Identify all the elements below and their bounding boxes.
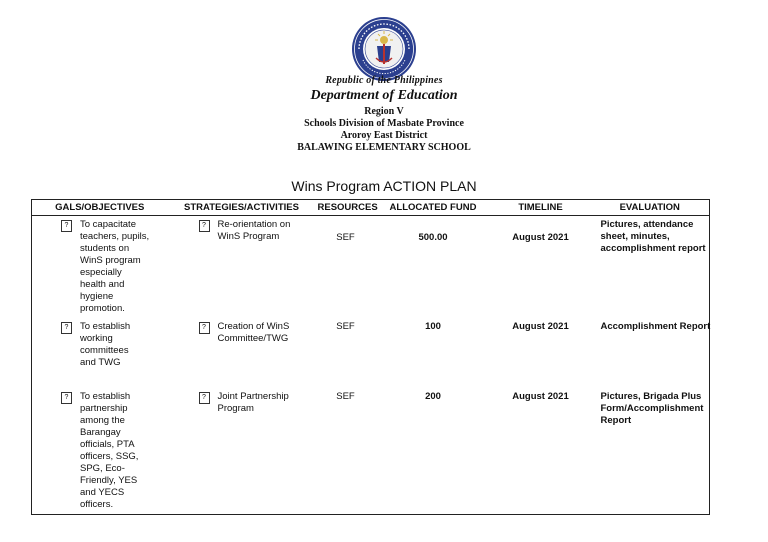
table-row: [32, 388, 710, 515]
strategy-cell: [168, 318, 316, 388]
timeline-cell: August 2021: [512, 232, 569, 243]
column-header: ALLOCATED FUND: [376, 200, 491, 216]
fund-cell: 500.00: [418, 232, 448, 243]
objective-cell: [32, 318, 168, 388]
column-header: RESOURCES: [316, 200, 376, 216]
table-header-row: [32, 200, 710, 216]
department-text: Department of Education: [310, 88, 458, 103]
republic-text: Republic of the Philippines: [325, 75, 443, 86]
strategy-text: Joint Partnership Program: [217, 391, 289, 414]
division-text: Schools Division of Masbate Province: [304, 118, 464, 129]
column-header: TIMELINE: [491, 200, 591, 216]
deped-seal-logo: [351, 16, 417, 82]
fund-cell: 100: [425, 321, 441, 332]
checkbox-bullet-icon: ?: [61, 322, 72, 334]
district-text: Aroroy East District: [340, 130, 428, 141]
table-row: [32, 318, 710, 388]
action-plan-table: [31, 199, 710, 515]
region-text: Region V: [364, 106, 404, 117]
school-name: BALAWING ELEMENTARY SCHOOL: [297, 142, 471, 153]
objective-cell: [32, 388, 168, 515]
document-title: Wins Program ACTION PLAN: [291, 178, 477, 194]
checkbox-bullet-icon: ?: [199, 392, 210, 404]
table-row: [32, 216, 710, 319]
strategy-text: Re-orientation on WinS Program: [217, 219, 291, 242]
resources-cell: SEF: [336, 321, 355, 332]
strategy-cell: [168, 216, 316, 319]
evaluation-cell: Pictures, Brigada Plus Form/Accomplishment Report: [600, 391, 704, 426]
objective-text: To establish partnership among the Barangay officials, PTA officers, SSG, SPG, Eco-Friendly, YES and YECS officers.: [80, 391, 139, 510]
strategy-text: Creation of WinS Committee/TWG: [217, 321, 290, 344]
fund-cell: 200: [425, 391, 441, 402]
checkbox-bullet-icon: ?: [199, 220, 210, 232]
objective-text: To establish working committees and TWG: [80, 321, 131, 368]
column-header: STRATEGIES/ACTIVITIES: [168, 200, 316, 216]
column-header: EVALUATION: [591, 200, 710, 216]
objective-text: To capacitate teachers, pupils, students on WinS program especially health and hygiene promotion.: [80, 219, 150, 314]
resources-cell: SEF: [336, 232, 355, 243]
column-header: GALS/OBJECTIVES: [32, 200, 168, 216]
checkbox-bullet-icon: ?: [61, 220, 72, 232]
resources-cell: SEF: [336, 391, 355, 402]
timeline-cell: August 2021: [512, 391, 569, 402]
evaluation-cell: Accomplishment Report: [600, 321, 711, 332]
timeline-cell: August 2021: [512, 321, 569, 332]
evaluation-cell: Pictures, attendance sheet, minutes, accomplishment report: [600, 219, 706, 254]
checkbox-bullet-icon: ?: [61, 392, 72, 404]
strategy-cell: [168, 388, 316, 515]
checkbox-bullet-icon: ?: [199, 322, 210, 334]
objective-cell: [32, 216, 168, 319]
